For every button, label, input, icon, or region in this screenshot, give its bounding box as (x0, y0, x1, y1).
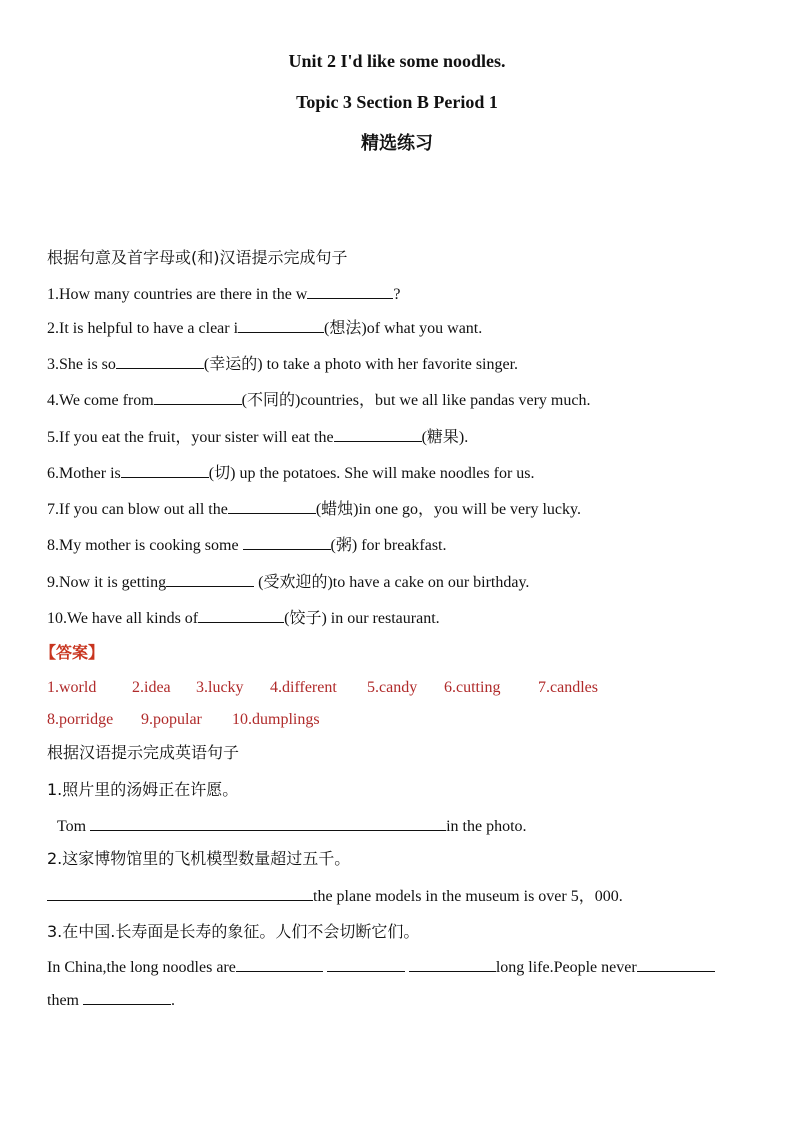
answer-1: 1.world (47, 679, 97, 696)
question-8-tail: (粥) for breakfast. (330, 537, 447, 554)
question-9-tail: (受欢迎的)to have a cake on our birthday. (254, 574, 530, 591)
translation-2-tail: the plane models in the museum is over 5，000. (313, 888, 623, 905)
answer-5: 5.candy (367, 679, 418, 696)
question-3 (47, 353, 518, 375)
answer-4: 4.different (270, 679, 337, 696)
question-1-tail: ? (393, 286, 401, 303)
translation-1-prompt: 1.照片里的汤姆正在许愿。 (47, 780, 239, 799)
translation-3-end: them (47, 992, 83, 1009)
question-9-text: 9.Now it is getting (47, 574, 167, 591)
question-3-text: 3.She is so (47, 356, 116, 373)
question-4 (47, 389, 590, 411)
blank[interactable] (228, 498, 316, 514)
blank[interactable] (236, 956, 323, 972)
question-5-text: 5.If you eat the fruit，your sister will eat the (47, 429, 334, 446)
answer-7: 7.candles (538, 679, 598, 696)
translation-3-text: In China,the long noodles are (47, 959, 236, 976)
blank[interactable] (198, 607, 284, 623)
answer-8: 8.porridge (47, 711, 114, 728)
blank[interactable] (238, 317, 324, 333)
question-6-tail: (切) up the potatoes. She will make noodles for us. (208, 465, 535, 482)
question-3-tail: (幸运的) to take a photo with her favorite singer. (203, 356, 519, 373)
answer-label: 【答案】 (40, 643, 105, 662)
question-7 (47, 498, 581, 520)
question-4-text: 4.We come from (47, 392, 154, 409)
answer-6: 6.cutting (444, 679, 501, 696)
question-8 (47, 534, 447, 556)
part2-title: 根据汉语提示完成英语句子 (47, 743, 240, 762)
translation-2-line (47, 885, 623, 907)
title-topic: Topic 3 Section B Period 1 (296, 92, 498, 112)
translation-1-text: Tom (57, 818, 91, 835)
answer-10: 10.dumplings (232, 711, 320, 728)
question-6-text: 6.Mother is (47, 465, 121, 482)
question-2-tail: (想法)of what you want. (324, 320, 483, 337)
blank[interactable] (121, 462, 209, 478)
blank[interactable] (243, 534, 331, 550)
translation-3-line (47, 956, 715, 978)
blank[interactable] (154, 389, 242, 405)
blank[interactable] (83, 989, 171, 1005)
translation-1-tail: in the photo. (446, 818, 527, 835)
translation-3-line2 (47, 989, 175, 1011)
blank[interactable] (307, 283, 393, 299)
translation-1-line (57, 815, 527, 837)
title-practice: 精选练习 (361, 133, 433, 154)
translation-3-period: . (171, 992, 175, 1009)
blank[interactable] (47, 885, 313, 901)
answer-9: 9.popular (141, 711, 202, 728)
part1-title: 根据句意及首字母或(和)汉语提示完成句子 (47, 248, 348, 267)
question-10-tail: (饺子) in our restaurant. (284, 610, 440, 627)
blank[interactable] (116, 353, 204, 369)
question-5 (47, 426, 468, 448)
question-7-tail: (蜡烛)in one go，you will be very lucky. (315, 501, 581, 518)
blank[interactable] (166, 571, 254, 587)
question-1 (47, 283, 400, 305)
answer-2: 2.idea (132, 679, 171, 696)
blank[interactable] (90, 815, 446, 831)
question-5-tail: (糖果). (421, 429, 469, 446)
question-1-text: 1.How many countries are there in the w (47, 286, 308, 303)
blank[interactable] (409, 956, 496, 972)
question-4-tail: (不同的)countries，but we all like pandas very much. (241, 392, 591, 409)
blank[interactable] (327, 956, 405, 972)
question-10-text: 10.We have all kinds of (47, 610, 199, 627)
blank[interactable] (637, 956, 715, 972)
question-7-text: 7.If you can blow out all the (47, 501, 228, 518)
question-6 (47, 462, 535, 484)
translation-3-mid: long life.People never (495, 959, 637, 976)
question-8-text: 8.My mother is cooking some (47, 537, 243, 554)
answer-3: 3.lucky (196, 679, 244, 696)
title-unit: Unit 2 I'd like some noodles. (288, 51, 506, 71)
question-2-text: 2.It is helpful to have a clear i (47, 320, 239, 337)
translation-3-prompt: 3.在中国.长寿面是长寿的象征。人们不会切断它们。 (47, 922, 420, 941)
translation-2-prompt: 2.这家博物馆里的飞机模型数量超过五千。 (47, 849, 351, 868)
question-2 (47, 317, 482, 339)
question-9 (47, 571, 529, 593)
blank[interactable] (334, 426, 422, 442)
question-10 (47, 607, 440, 629)
